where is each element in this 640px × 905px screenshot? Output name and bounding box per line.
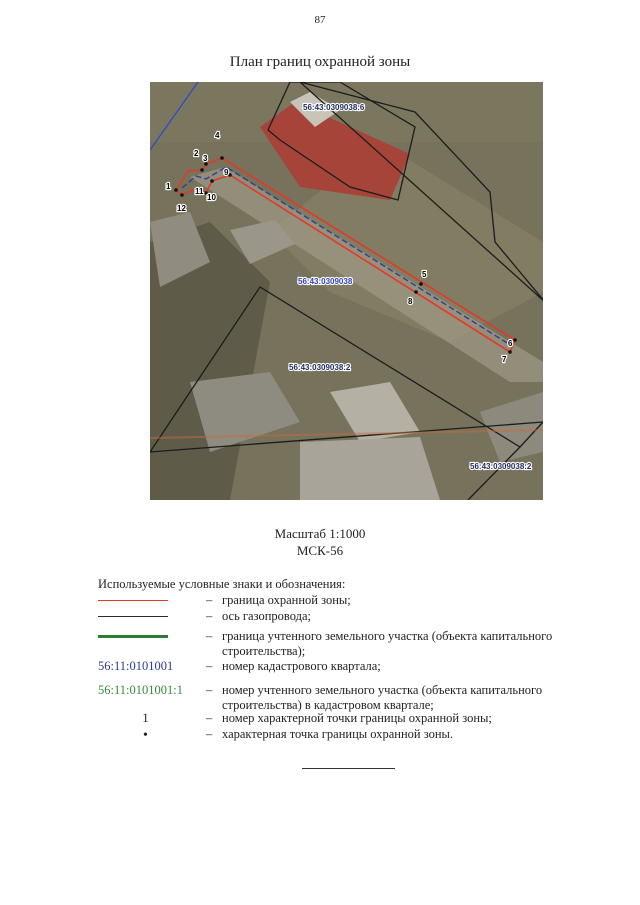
page-title: План границ охранной зоны	[229, 54, 411, 70]
building-bottom	[300, 437, 440, 500]
parcel-6-label: 56:43:0309038:6	[303, 103, 365, 112]
legend-desc: номер кадастрового квартала;	[222, 659, 381, 673]
point-label-9: 9	[224, 168, 229, 177]
point-2	[200, 168, 204, 172]
parcel-2b-label: 56:43:0309038:2	[470, 462, 532, 471]
legend-dash: –	[206, 593, 213, 607]
point-6	[513, 338, 517, 342]
quarter-number-sample: 56:11:0101001	[98, 659, 174, 673]
quarter-label: 56:43:0309038	[298, 277, 353, 286]
legend-desc: характерная точка границы охранной зоны.	[222, 727, 454, 741]
legend-desc: номер учтенного земельного участка (объекта капитального строительства) в кадастровом квартале;	[222, 683, 543, 712]
page-number: 87	[314, 14, 326, 26]
legend-dash: –	[206, 727, 213, 741]
legend-desc: граница учтенного земельного участка (объекта капитального строительства);	[222, 629, 553, 658]
parcel-2-label: 56:43:0309038:2	[289, 363, 351, 372]
point-label-6: 6	[508, 339, 513, 348]
scale-block	[0, 525, 640, 559]
legend-dash: –	[206, 609, 213, 623]
legend-desc: граница охранной зоны;	[222, 593, 351, 607]
parcel-number-sample: 56:11:0101001:1	[98, 683, 183, 697]
point-7	[508, 350, 512, 354]
legend-desc: номер характерной точки границы охранной зоны;	[222, 711, 492, 725]
point-sample: •	[143, 728, 148, 743]
map-svg	[150, 82, 543, 500]
point-label-8: 8	[408, 297, 413, 306]
point-label-7: 7	[502, 355, 507, 364]
divider	[302, 768, 395, 769]
point-5	[419, 282, 423, 286]
point-symbol	[98, 727, 208, 745]
scale-text: Масштаб 1:1000	[274, 526, 366, 541]
legend-dash: –	[206, 711, 213, 725]
point-12	[180, 193, 184, 197]
legend-desc: ось газопровода;	[222, 609, 312, 623]
point-label-4: 4	[215, 131, 220, 140]
point-8	[414, 290, 418, 294]
green-line-symbol	[98, 629, 208, 638]
legend-dash: –	[206, 629, 213, 643]
point-label-12: 12	[177, 204, 186, 213]
point-label-11: 11	[195, 187, 204, 196]
point-label-1: 1	[166, 182, 171, 191]
point-9	[228, 173, 232, 177]
map-image	[150, 82, 543, 500]
point-number-symbol	[98, 711, 208, 726]
legend-dash: –	[206, 659, 213, 673]
point-label-5: 5	[422, 270, 427, 279]
point-1	[174, 188, 178, 192]
point-label-3: 3	[203, 154, 208, 163]
point-10	[210, 179, 214, 183]
point-label-10: 10	[207, 193, 216, 202]
point-label-2: 2	[194, 149, 199, 158]
black-line-symbol	[98, 609, 208, 617]
legend-title: Используемые условные знаки и обозначения:	[98, 577, 346, 591]
legend-dash: –	[206, 683, 213, 697]
point-number-sample: 1	[142, 711, 149, 725]
point-4	[220, 156, 224, 160]
coordinate-system: МСК-56	[296, 543, 344, 558]
red-line-symbol	[98, 593, 208, 601]
